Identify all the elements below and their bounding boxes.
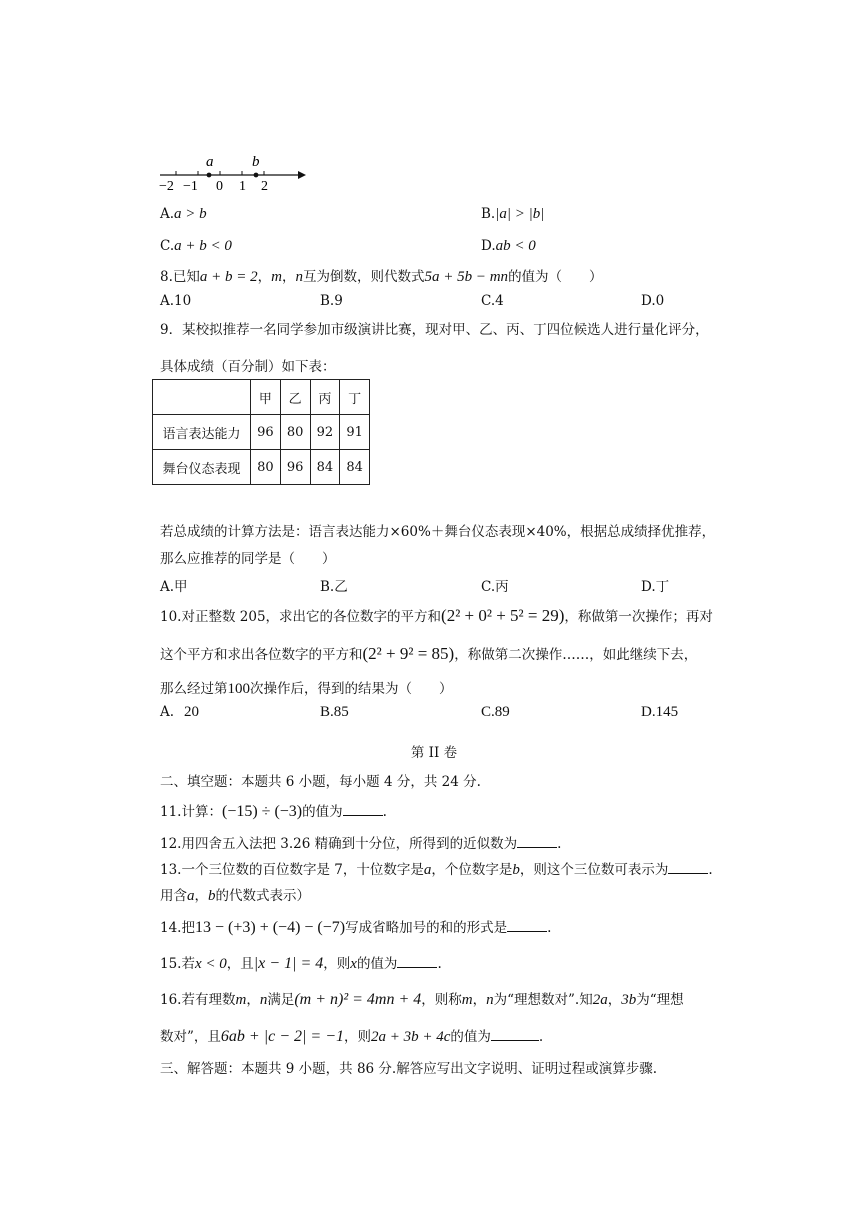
answer-blank[interactable]	[397, 953, 437, 968]
text: ，	[194, 888, 208, 904]
q13-line2	[160, 884, 310, 905]
text: 互为倒数，则代数式	[302, 269, 425, 285]
tick-label: 0	[216, 179, 223, 194]
text: 15.若	[160, 956, 195, 972]
expr: 13 − (+3) + (−4) − (−7)	[194, 919, 346, 936]
text: .	[437, 956, 442, 972]
text: 用含	[160, 888, 187, 904]
expr: |x − 1| = 4	[253, 955, 324, 972]
q8-option-b[interactable]: B.9	[320, 293, 343, 309]
text: 次操作后，得到的结果为（ ）	[250, 681, 453, 697]
expr: (−15) ÷ (−3)	[221, 803, 303, 820]
table-cell: 舞台仪态表现	[153, 450, 251, 485]
q8-option-c[interactable]: C.4	[481, 293, 504, 309]
point-a	[207, 173, 212, 178]
option-letter: C.	[160, 238, 175, 254]
label-b: b	[252, 154, 260, 170]
q10-line3	[160, 677, 453, 698]
q9-after-line2: 那么应推荐的同学是（ ）	[160, 551, 336, 567]
expr: 2a + 3b + 4c	[371, 1029, 451, 1045]
q10-line1	[160, 605, 713, 626]
q9-option-a[interactable]: A.甲	[160, 579, 188, 595]
option-letter: A.	[160, 704, 175, 720]
q15	[160, 952, 442, 973]
var: a	[187, 888, 195, 904]
table-cell: 96	[280, 450, 310, 485]
q9-option-c[interactable]: C.丙	[481, 579, 509, 595]
expr: 5a + 5b − mn	[424, 269, 509, 285]
q10-option-b[interactable]: B.85	[320, 704, 349, 720]
table-cell: 84	[340, 450, 370, 485]
text: 12.用四舍五入法把 3.26 精确到十分位，所得到的近似数为	[160, 836, 518, 852]
text: 这个平方和求出各位数字的平方和	[160, 647, 363, 663]
var: 2a	[592, 992, 608, 1008]
expr: a + b = 2	[199, 269, 258, 285]
q16-line2	[160, 1025, 543, 1046]
answer-blank[interactable]	[507, 917, 547, 932]
tick-label: 2	[261, 179, 268, 194]
point-b	[254, 173, 259, 178]
var: 3b	[621, 992, 637, 1008]
answer-blank[interactable]	[517, 833, 557, 848]
var: a	[423, 862, 432, 878]
number-line-figure	[156, 150, 316, 194]
var: n	[259, 992, 268, 1008]
text: ，称做第二次操作……，如此继续下去，	[454, 647, 698, 663]
number-line-arrow	[298, 171, 306, 179]
option-expr: ab < 0	[495, 238, 536, 254]
table-header-cell: 乙	[280, 380, 310, 415]
text: .	[547, 920, 552, 936]
option-letter: B.	[481, 206, 496, 222]
text: 满足	[267, 992, 295, 1008]
text: ，称做第一次操作；再对	[564, 609, 713, 625]
text: .	[557, 836, 562, 852]
label-a: a	[206, 154, 214, 170]
number: 100	[227, 681, 250, 697]
text: ，	[257, 269, 272, 285]
text: ，	[472, 992, 487, 1008]
table-header-row	[153, 380, 370, 415]
q7-option-c[interactable]	[160, 238, 232, 255]
table-header-cell: 丁	[340, 380, 370, 415]
table-row	[153, 415, 370, 450]
text: 那么经过第	[160, 681, 228, 697]
option-value: 20	[184, 704, 200, 720]
score-table	[152, 379, 370, 485]
answer-blank[interactable]	[343, 801, 383, 816]
tick-label: 1	[239, 179, 246, 194]
q9-after-line1: 若总成绩的计算方法是：语言表达能力×60%＋舞台仪态表现×40%，根据总成绩择优推荐，	[160, 524, 716, 540]
text: 11.计算：	[160, 804, 222, 820]
q10-option-c[interactable]: C.89	[481, 704, 510, 720]
q7-option-d[interactable]	[481, 238, 536, 255]
table-cell: 84	[310, 450, 340, 485]
text: .	[708, 862, 713, 878]
expr: x < 0	[194, 956, 227, 972]
text: 为“理想	[636, 992, 684, 1008]
expr: 6ab + |c − 2| = −1	[220, 1028, 344, 1045]
q13-line1	[160, 858, 713, 879]
q7-option-b[interactable]	[481, 206, 544, 223]
answer-blank[interactable]	[491, 1026, 539, 1041]
var: n	[486, 992, 494, 1008]
text: 的值为（ ）	[508, 269, 603, 285]
expr: (m + n)² = 4mn + 4	[294, 991, 422, 1008]
q10-option-d[interactable]: D.145	[641, 704, 679, 720]
var: m	[235, 992, 247, 1008]
text: ，个位数字是	[431, 862, 513, 878]
text: 10.对正整数 205，求出它的各位数字的平方和	[160, 609, 442, 625]
text: 13.一个三位数的百位数字是 7，十位数字是	[160, 862, 424, 878]
table-header-cell	[153, 380, 251, 415]
option-expr: a > b	[174, 206, 207, 222]
text: 的值为	[356, 956, 398, 972]
text: 14.把	[160, 920, 195, 936]
text: .	[382, 804, 387, 820]
table-cell: 96	[251, 415, 281, 450]
q14	[160, 916, 551, 937]
text: ，则这个三位数可表示为	[519, 862, 669, 878]
table-cell: 92	[310, 415, 340, 450]
text: 16.若有理数	[160, 992, 236, 1008]
q9-stem-line2: 具体成绩（百分制）如下表：	[160, 359, 336, 375]
text: 的值为	[450, 1029, 491, 1045]
expr: (2² + 9² = 85)	[362, 644, 455, 663]
table-cell: 80	[251, 450, 281, 485]
option-expr: |a| > |b|	[495, 206, 545, 222]
q10-line2	[160, 643, 697, 664]
text: 数对”，且	[160, 1029, 221, 1045]
option-letter: D.	[481, 238, 496, 254]
q8-option-d[interactable]: D.0	[641, 293, 665, 309]
part2-section-header: 二、填空题：本题共 6 小题，每小题 4 分，共 24 分.	[160, 774, 481, 790]
text: 为“理想数对”.知	[493, 992, 593, 1008]
expr: (2² + 0² + 5² = 29)	[441, 606, 565, 625]
option-expr: a + b < 0	[174, 238, 232, 254]
text: ，则	[344, 1029, 371, 1045]
text: ，	[281, 269, 296, 285]
text: 8.已知	[160, 269, 200, 285]
q10-option-a[interactable]	[160, 704, 199, 721]
q9-stem-line1: 9．某校拟推荐一名同学参加市级演讲比赛，现对甲、乙、丙、丁四位候选人进行量化评分，	[160, 322, 709, 338]
q9-option-d[interactable]: D.丁	[641, 579, 670, 595]
part2-title: 第 II 卷	[410, 745, 458, 761]
var: x	[350, 956, 357, 972]
table-cell: 91	[340, 415, 370, 450]
var: m	[461, 992, 473, 1008]
q12	[160, 832, 561, 852]
q16-line1	[160, 988, 684, 1009]
text: 的值为	[302, 804, 343, 820]
table-header-cell: 甲	[251, 380, 281, 415]
table-header-cell: 丙	[310, 380, 340, 415]
text: ，	[246, 992, 260, 1008]
table-cell: 语言表达能力	[153, 415, 251, 450]
var: m	[271, 269, 282, 285]
text: ，则	[323, 956, 351, 972]
text: 的代数式表示）	[215, 888, 310, 904]
answer-blank[interactable]	[668, 859, 708, 874]
table-cell: 80	[280, 415, 310, 450]
part3-section-header: 三、解答题：本题共 9 小题，共 86 分.解答应写出文字说明、证明过程或演算步骤.	[160, 1061, 658, 1077]
var: n	[295, 269, 303, 285]
tick-label: −1	[183, 179, 198, 194]
var: b	[208, 888, 216, 904]
text: .	[538, 1029, 544, 1045]
option-letter: A.	[160, 206, 175, 222]
table-row	[153, 450, 370, 485]
q11	[160, 800, 387, 821]
text: ，且	[226, 956, 254, 972]
q7-option-a[interactable]	[160, 206, 207, 223]
text: 写成省略加号的和的形式是	[345, 920, 508, 936]
text: ，则称	[421, 992, 462, 1008]
var: b	[512, 862, 520, 878]
text: ，	[607, 992, 622, 1008]
tick-label: −2	[159, 179, 174, 194]
q8-option-a[interactable]: A.10	[160, 293, 192, 309]
q9-option-b[interactable]: B.乙	[320, 579, 348, 595]
q8-stem	[160, 265, 603, 286]
